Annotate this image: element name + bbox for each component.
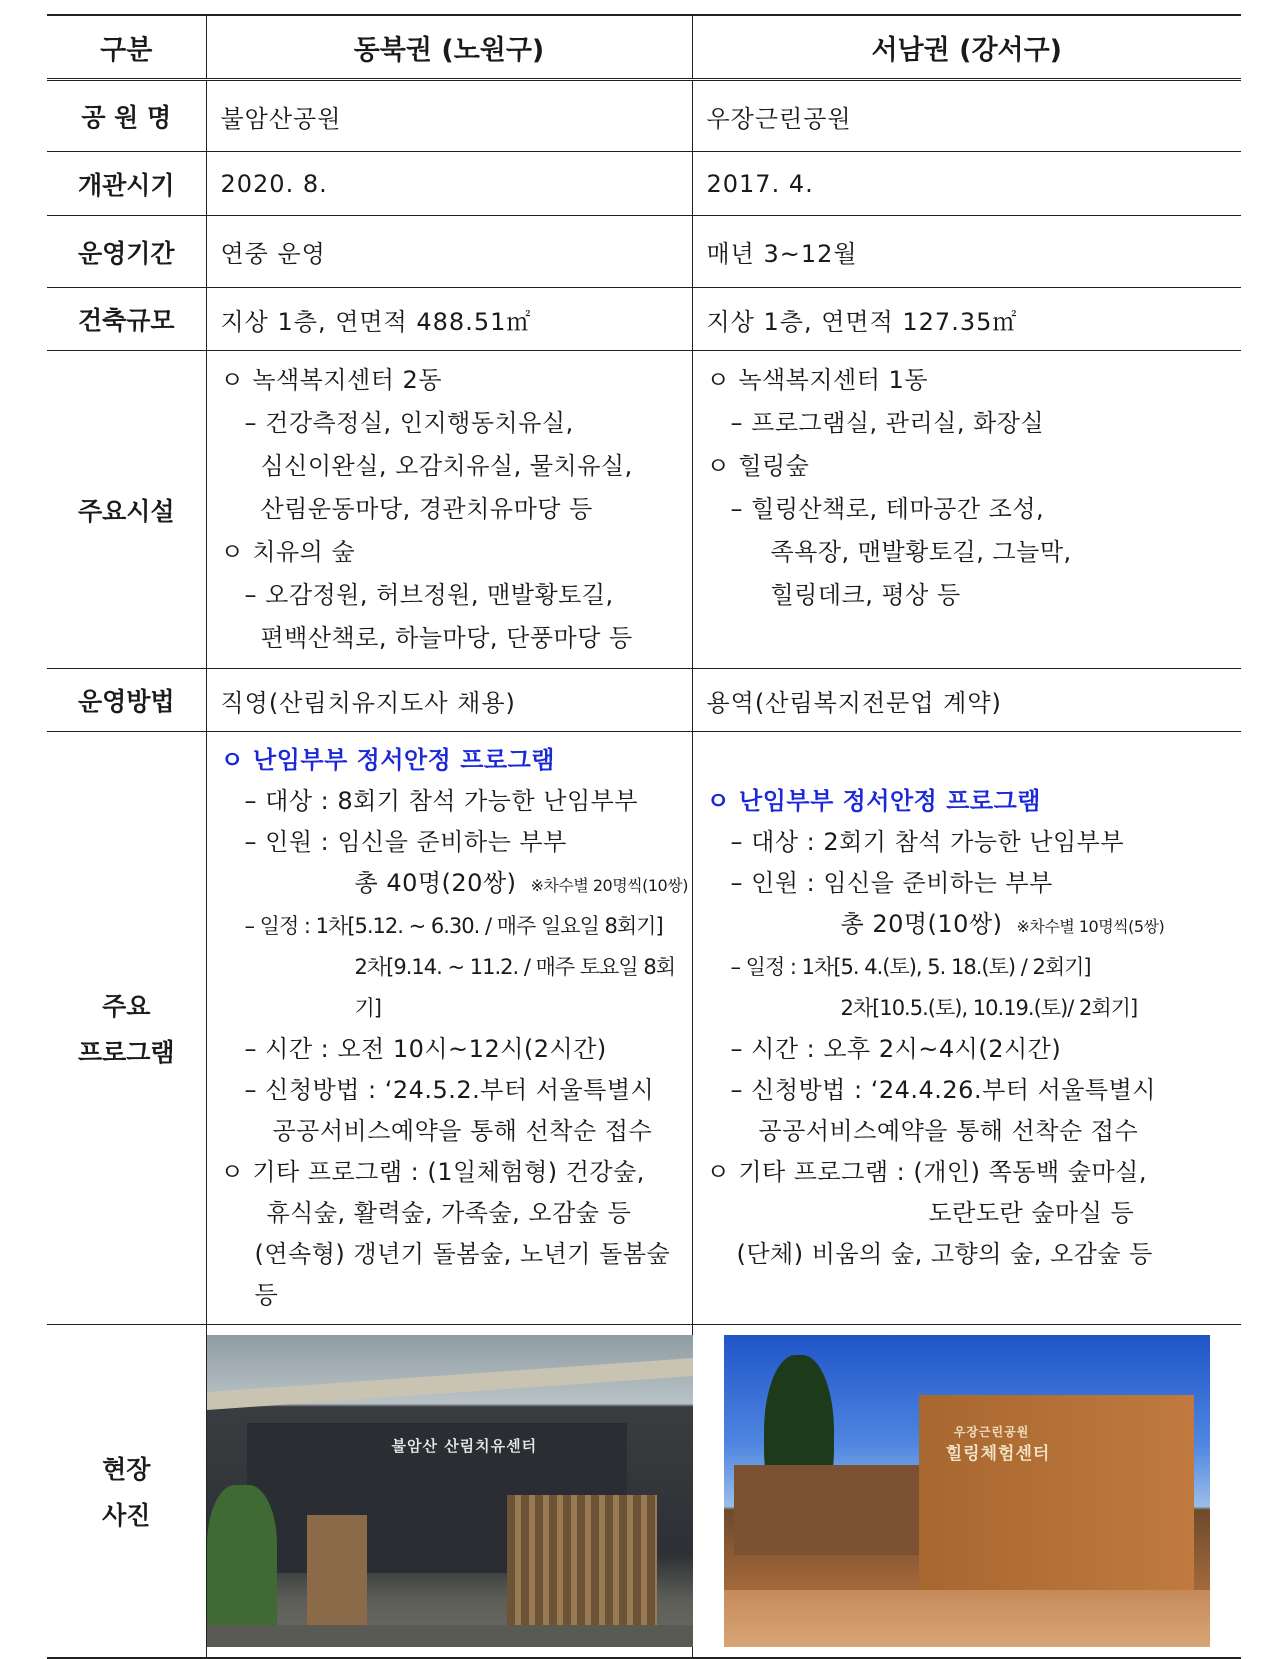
sw-period: 매년 3~12월 <box>692 216 1241 288</box>
sw-site-photo <box>724 1335 1210 1647</box>
sw-program <box>692 732 1241 1325</box>
label-park-name: 공 원 명 <box>47 80 206 152</box>
sw-prog-people: – 인원 : 임신을 준비하는 부부 <box>730 869 1053 897</box>
label-photo-1: 현장 <box>102 1455 151 1484</box>
ne-fac-line: 편백산책로, 하늘마당, 단풍마당 등 <box>260 624 633 652</box>
ne-site-photo <box>207 1335 693 1647</box>
sw-prog-sched1: – 일정 : 1차[5. 4.(토), 5. 18.(토) / 2회기] <box>730 955 1091 979</box>
sw-photo-sign-2: 힐링체험센터 <box>945 1444 1051 1464</box>
ne-fac-line: – 건강측정실, 인지행동치유실, <box>244 409 574 437</box>
sw-fac-line: – 힐링산책로, 테마공간 조성, <box>730 495 1045 523</box>
ne-facilities <box>206 351 692 669</box>
row-period <box>47 216 1241 288</box>
sw-prog-apply2: 공공서비스예약을 통해 선착순 접수 <box>758 1117 1139 1145</box>
sw-fac-line: ㅇ 녹색복지센터 1동 <box>706 366 928 394</box>
sw-prog-title: ㅇ 난임부부 정서안정 프로그램 <box>706 787 1041 815</box>
label-scale: 건축규모 <box>47 288 206 351</box>
header-northeast: 동북권 (노원구) <box>206 15 692 80</box>
row-photo <box>47 1325 1241 1659</box>
row-method <box>47 669 1241 732</box>
ne-prog-other1: ㅇ 기타 프로그램 : (1일체험형) 건강숲, <box>220 1158 645 1186</box>
ne-prog-people: – 인원 : 임신을 준비하는 부부 <box>244 828 567 856</box>
sw-prog-other2: 도란도란 숲마실 등 <box>928 1199 1135 1227</box>
ne-prog-total: 총 40명(20쌍) <box>354 869 517 897</box>
sw-fac-line: 힐링데크, 평상 등 <box>770 581 961 609</box>
row-opened <box>47 152 1241 216</box>
sw-opened: 2017. 4. <box>692 152 1241 216</box>
comparison-table <box>47 14 1241 1659</box>
ne-photo-sign: 불암산 산림치유센터 <box>391 1437 538 1455</box>
sw-prog-apply1: – 신청방법 : ‘24.4.26.부터 서울특별시 <box>730 1076 1156 1104</box>
ne-park-name: 불암산공원 <box>206 80 692 152</box>
row-scale <box>47 288 1241 351</box>
row-program <box>47 732 1241 1325</box>
row-facilities <box>47 351 1241 669</box>
label-facilities: 주요시설 <box>47 351 206 669</box>
ne-prog-sched2: 2차[9.14. ~ 11.2. / 매주 토요일 8회기] <box>354 955 676 1020</box>
label-opened: 개관시기 <box>47 152 206 216</box>
sw-photo-cell <box>692 1325 1241 1659</box>
ne-prog-apply1: – 신청방법 : ‘24.5.2.부터 서울특별시 <box>244 1076 655 1104</box>
header-row <box>47 15 1241 80</box>
ne-fac-line: – 오감정원, 허브정원, 맨발황토길, <box>244 581 614 609</box>
ne-prog-other2: 휴식숲, 활력숲, 가족숲, 오감숲 등 <box>266 1199 632 1227</box>
sw-prog-total-line <box>707 904 1242 947</box>
ne-prog-total-line <box>221 863 692 906</box>
sw-scale: 지상 1층, 연면적 127.35㎡ <box>692 288 1241 351</box>
label-method: 운영방법 <box>47 669 206 732</box>
ne-prog-apply2: 공공서비스예약을 통해 선착순 접수 <box>272 1117 653 1145</box>
ne-method: 직영(산림치유지도사 채용) <box>206 669 692 732</box>
header-southwest: 서남권 (강서구) <box>692 15 1241 80</box>
sw-fac-line: – 프로그램실, 관리실, 화장실 <box>730 409 1045 437</box>
ne-period: 연중 운영 <box>206 216 692 288</box>
ne-prog-note: ※차수별 20명씩(10쌍) <box>530 876 688 895</box>
label-program-1: 주요 <box>102 992 151 1021</box>
ne-scale: 지상 1층, 연면적 488.51㎡ <box>206 288 692 351</box>
sw-fac-line: ㅇ 힐링숲 <box>706 452 810 480</box>
sw-fac-line: 족욕장, 맨발황토길, 그늘막, <box>770 538 1072 566</box>
sw-method: 용역(산림복지전문업 계약) <box>692 669 1241 732</box>
ne-prog-target: – 대상 : 8회기 참석 가능한 난임부부 <box>244 787 639 815</box>
ne-fac-line: ㅇ 녹색복지센터 2동 <box>220 366 442 394</box>
ne-prog-other3: (연속형) 갱년기 돌봄숲, 노년기 돌봄숲 등 <box>254 1240 671 1309</box>
ne-prog-sched1: – 일정 : 1차[5.12. ~ 6.30. / 매주 일요일 8회기] <box>244 914 663 938</box>
sw-prog-time: – 시간 : 오후 2시~4시(2시간) <box>730 1035 1062 1063</box>
ne-fac-line: 심신이완실, 오감치유실, 물치유실, <box>260 452 633 480</box>
ne-prog-title: ㅇ 난임부부 정서안정 프로그램 <box>220 746 555 774</box>
label-photo-2: 사진 <box>102 1501 151 1530</box>
sw-prog-target: – 대상 : 2회기 참석 가능한 난임부부 <box>730 828 1125 856</box>
sw-facilities <box>692 351 1241 669</box>
ne-fac-line: ㅇ 치유의 숲 <box>220 538 356 566</box>
sw-prog-other3: (단체) 비움의 숲, 고향의 숲, 오감숲 등 <box>736 1240 1153 1268</box>
sw-prog-note: ※차수별 10명씩(5쌍) <box>1016 917 1165 936</box>
ne-opened: 2020. 8. <box>206 152 692 216</box>
ne-prog-time: – 시간 : 오전 10시~12시(2시간) <box>244 1035 607 1063</box>
ne-fac-line: 산림운동마당, 경관치유마당 등 <box>260 495 593 523</box>
sw-prog-total: 총 20명(10쌍) <box>840 910 1003 938</box>
sw-prog-other1: ㅇ 기타 프로그램 : (개인) 쪽동백 숲마실, <box>706 1158 1147 1186</box>
header-category: 구분 <box>47 15 206 80</box>
label-program <box>47 732 206 1325</box>
label-program-2: 프로그램 <box>77 1038 175 1067</box>
sw-photo-sign-1: 우장근린공원 <box>953 1425 1030 1439</box>
sw-prog-sched2: 2차[10.5.(토), 10.19.(토)/ 2회기] <box>840 996 1138 1020</box>
label-photo <box>47 1325 206 1659</box>
row-park-name <box>47 80 1241 152</box>
ne-program <box>206 732 692 1325</box>
sw-park-name: 우장근린공원 <box>692 80 1241 152</box>
label-period: 운영기간 <box>47 216 206 288</box>
ne-photo-cell <box>206 1325 692 1659</box>
